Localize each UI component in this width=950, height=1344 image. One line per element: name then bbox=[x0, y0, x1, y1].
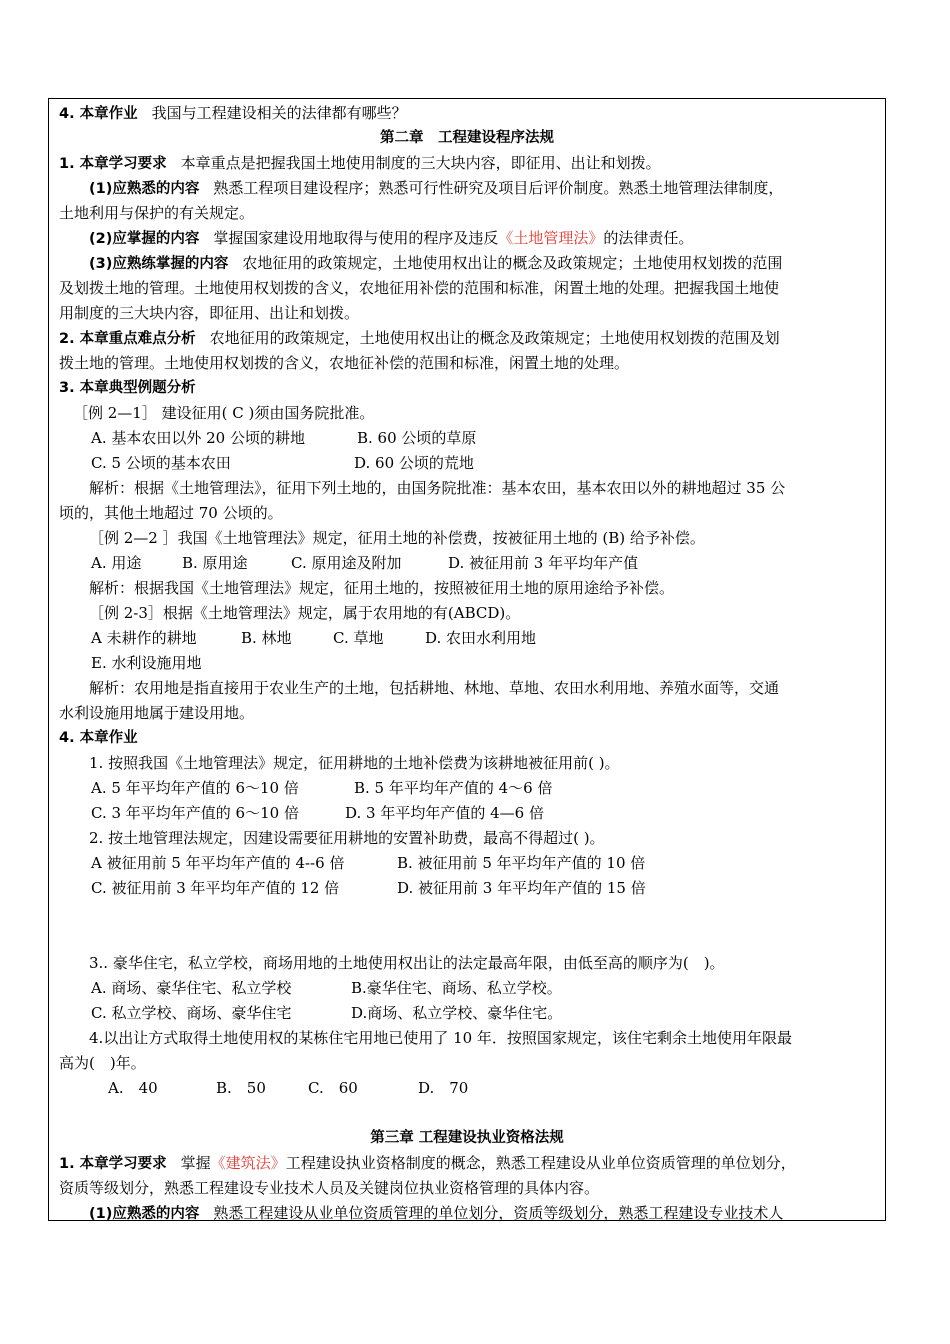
ch2-proficient-line bbox=[89, 251, 915, 276]
option: E. 水利设施用地 bbox=[91, 654, 202, 672]
section-label: 1. 本章学习要求 bbox=[59, 1156, 167, 1172]
ch2-master-line bbox=[89, 226, 915, 251]
option: A. 40 bbox=[108, 1079, 158, 1097]
option: C. 5 公顷的基本农田 bbox=[91, 454, 231, 472]
example-question: ［例 2-3］根据《土地管理法》规定，属于农用地的有(ABCD)。 bbox=[89, 604, 521, 622]
option: C. 被征用前 3 年平均年产值的 12 倍 bbox=[91, 879, 340, 897]
section-label: 4. 本章作业 bbox=[59, 106, 138, 122]
homework-question: 3.. 豪华住宅，私立学校，商场用地的土地使用权出让的法定最高年限，由低至高的顺序为( )。 bbox=[89, 954, 725, 972]
option: B. 50 bbox=[216, 1079, 266, 1097]
law-reference: 《土地管理法》 bbox=[498, 229, 604, 247]
ch2-familiar-line bbox=[89, 176, 915, 201]
option: C. 60 bbox=[308, 1079, 358, 1097]
section-label: 1. 本章学习要求 bbox=[59, 156, 167, 172]
example-options bbox=[91, 451, 917, 475]
subsection-label: (2)应掌握的内容 bbox=[89, 231, 200, 247]
option: A. 基本农田以外 20 公顷的耕地 bbox=[91, 429, 305, 447]
paragraph-text: 工程建设执业资格制度的概念，熟悉工程建设从业单位资质管理的单位划分， bbox=[285, 1154, 796, 1172]
subsection-label: (1)应熟悉的内容 bbox=[89, 1206, 200, 1222]
option: D. 70 bbox=[418, 1079, 469, 1097]
ch3-requirements-line bbox=[59, 1151, 885, 1176]
paragraph-text: 掌握国家建设用地取得与使用的程序及违反 bbox=[213, 229, 499, 247]
ch2-requirements-line bbox=[59, 151, 885, 176]
explanation-text: 解析：根据我国《土地管理法》规定，征用土地的，按照被征用土地的原用途给予补偿。 bbox=[89, 579, 675, 597]
homework-options bbox=[91, 976, 917, 1000]
option: D. 3 年平均年产值的 4—6 倍 bbox=[345, 804, 544, 822]
homework-options bbox=[108, 1076, 934, 1100]
option: A 未耕作的耕地 bbox=[91, 629, 197, 647]
paragraph-text: 及划拨土地的管理。土地使用权划拨的含义，农地征用补偿的范围和标准，闲置土地的处理。把握我国土地使 bbox=[59, 279, 780, 297]
option: D.商场、私立学校、豪华住宅。 bbox=[351, 1004, 563, 1022]
option: B. 被征用前 5 年平均年产值的 10 倍 bbox=[397, 854, 646, 872]
example-question: ［例 2—2 ］我国《土地管理法》规定，征用土地的补偿费，按被征用土地的 (B) 给予补偿。 bbox=[89, 529, 705, 547]
paragraph-text: 的法律责任。 bbox=[603, 229, 694, 247]
option: A. 用途 bbox=[91, 554, 142, 572]
chapter3-title: 第三章 工程建设执业资格法规 bbox=[370, 1130, 564, 1146]
explanation-text: 解析：农用地是指直接用于农业生产的土地，包括耕地、林地、草地、农田水利用地、养殖水面等，交通 bbox=[89, 679, 780, 697]
chapter1-homework-line bbox=[59, 101, 885, 126]
option: D. 农田水利用地 bbox=[425, 629, 537, 647]
option: B. 5 年平均年产值的 4～6 倍 bbox=[354, 779, 553, 797]
homework-question: 2. 按土地管理法规定，因建设需要征用耕地的安置补助费，最高不得超过( )。 bbox=[89, 829, 605, 847]
section-label: 4. 本章作业 bbox=[59, 730, 138, 746]
ch3-familiar-line bbox=[89, 1201, 915, 1226]
option: D. 被征用前 3 年平均年产值的 15 倍 bbox=[397, 879, 646, 897]
example-question: ［例 2—1］ 建设征用( C )须由国务院批准。 bbox=[73, 404, 375, 422]
option: A. 5 年平均年产值的 6～10 倍 bbox=[91, 779, 299, 797]
paragraph-text: 用制度的三大块内容，即征用、出让和划拨。 bbox=[59, 304, 360, 322]
option: C. 私立学校、商场、豪华住宅 bbox=[91, 1004, 292, 1022]
option: B. 60 公顷的草原 bbox=[357, 429, 477, 447]
option: C. 草地 bbox=[333, 629, 384, 647]
homework-options bbox=[91, 1001, 917, 1025]
example-options bbox=[91, 626, 917, 650]
option: D. 被征用前 3 年平均年产值 bbox=[448, 554, 639, 572]
section-text: 本章重点是把握我国土地使用制度的三大块内容，即征用、出让和划拨。 bbox=[180, 154, 661, 172]
paragraph-text: 土地利用与保护的有关规定。 bbox=[59, 204, 255, 222]
homework-question: 1. 按照我国《土地管理法》规定，征用耕地的土地补偿费为该耕地被征用前( )。 bbox=[89, 754, 620, 772]
option: A 被征用前 5 年平均年产值的 4--6 倍 bbox=[91, 854, 345, 872]
chapter2-title: 第二章 工程建设程序法规 bbox=[380, 130, 554, 146]
law-reference: 《建筑法》 bbox=[210, 1154, 286, 1172]
subsection-label: (1)应熟悉的内容 bbox=[89, 181, 200, 197]
option: B. 林地 bbox=[241, 629, 292, 647]
section-label: 2. 本章重点难点分析 bbox=[59, 331, 196, 347]
subsection-label: (3)应熟练掌握的内容 bbox=[89, 256, 229, 272]
section-text: 我国与工程建设相关的法律都有哪些？ bbox=[151, 104, 407, 122]
paragraph-text: 掌握 bbox=[180, 1154, 211, 1172]
option: B. 原用途 bbox=[182, 554, 248, 572]
explanation-text: 顷的，其他土地超过 70 公顷的。 bbox=[59, 504, 283, 522]
option: A. 商场、豪华住宅、私立学校 bbox=[91, 979, 292, 997]
paragraph-text: 农地征用的政策规定，土地使用权出让的概念及政策规定；土地使用权划拨的范围 bbox=[242, 254, 783, 272]
paragraph-text: 拨土地的管理。土地使用权划拨的含义，农地征补偿的范围和标准，闲置土地的处理。 bbox=[59, 354, 630, 372]
homework-options bbox=[91, 851, 917, 875]
option: B.豪华住宅、商场、私立学校。 bbox=[351, 979, 562, 997]
paragraph-text: 资质等级划分，熟悉工程建设专业技术人员及关键岗位执业资格管理的具体内容。 bbox=[59, 1179, 600, 1197]
option: D. 60 公顷的荒地 bbox=[354, 454, 474, 472]
paragraph-text: 熟悉工程项目建设程序；熟悉可行性研究及项目后评价制度。熟悉土地管理法律制度， bbox=[213, 179, 784, 197]
section-label: 3. 本章典型例题分析 bbox=[59, 380, 196, 396]
homework-options bbox=[91, 876, 917, 900]
explanation-text: 水利设施用地属于建设用地。 bbox=[59, 704, 255, 722]
homework-options bbox=[91, 801, 917, 825]
example-options bbox=[91, 551, 917, 575]
paragraph-text: 农地征用的政策规定，土地使用权出让的概念及政策规定；土地使用权划拨的范围及划 bbox=[209, 329, 780, 347]
explanation-text: 解析：根据《土地管理法》，征用下列土地的，由国务院批准：基本农田，基本农田以外的耕地超过 35 公 bbox=[89, 479, 786, 497]
ch2-key-points-line bbox=[59, 326, 885, 351]
homework-options bbox=[91, 776, 917, 800]
homework-question: 4.以出让方式取得土地使用权的某栋住宅用地已使用了 10 年．按照国家规定，该住宅剩余土地使用年限最 bbox=[89, 1029, 792, 1047]
example-options bbox=[91, 426, 917, 450]
option: C. 3 年平均年产值的 6～10 倍 bbox=[91, 804, 299, 822]
option: C. 原用途及附加 bbox=[291, 554, 402, 572]
homework-question: 高为( )年。 bbox=[59, 1054, 146, 1072]
paragraph-text: 熟悉工程建设从业单位资质管理的单位划分，资质等级划分，熟悉工程建设专业技术人 bbox=[213, 1204, 784, 1222]
